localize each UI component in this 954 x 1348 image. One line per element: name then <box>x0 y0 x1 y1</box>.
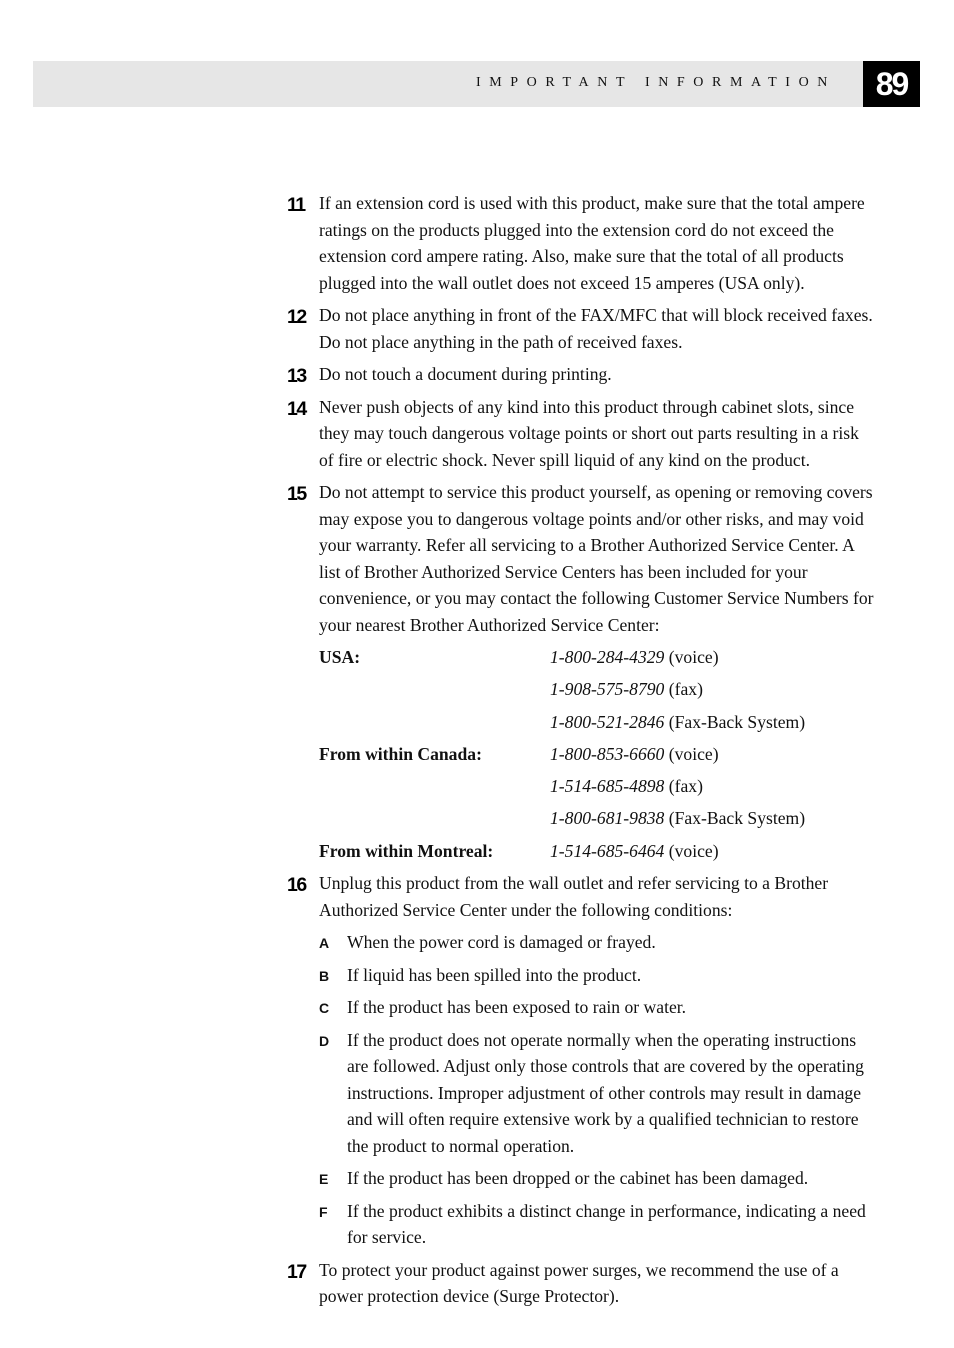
item-text: If an extension cord is used with this product, make sure that the total ampere ratings on the products plugged into the extension cord do not exceed the extension cord ampere rating. Also, make sure that the total of all products plugged into the wall outlet does not exceed 15 amperes (USA only). <box>319 193 865 293</box>
phone-type: (fax) <box>668 776 703 797</box>
instruction-item <box>287 394 877 474</box>
phone-number: 1-514-685-4898 <box>550 776 665 797</box>
condition-letter: A <box>319 935 330 952</box>
section-title: IMPORTANT INFORMATION <box>475 75 836 90</box>
phone-entry <box>550 838 877 865</box>
condition-letter: B <box>319 967 330 984</box>
item-text: Do not place anything in front of the FAX/MFC that will block received faxes. Do not place anything in the path of received faxes. <box>319 305 873 352</box>
item-number: 13 <box>287 365 306 387</box>
phone-number: 1-800-521-2846 <box>550 711 665 732</box>
item-text: Unplug this product from the wall outlet and refer servicing to a Brother Authorized Service Center under the following conditions: <box>319 873 829 920</box>
condition-item <box>287 1165 877 1192</box>
condition-item <box>287 994 877 1021</box>
instruction-item <box>287 302 877 355</box>
item-number: 12 <box>287 306 306 328</box>
item-number: 14 <box>287 397 306 420</box>
item-number: 16 <box>287 874 306 897</box>
condition-letter: E <box>319 1171 329 1188</box>
region-label <box>319 676 550 703</box>
item-text: To protect your product against power surges, we recommend the use of a power protection device (Surge Protector). <box>319 1259 839 1307</box>
phone-type: (voice) <box>668 647 719 667</box>
region-label: USA: <box>319 647 361 667</box>
condition-item <box>287 929 877 956</box>
phone-type: (voice) <box>668 743 719 764</box>
condition-item <box>287 1027 877 1160</box>
phone-number: 1-908-575-8790 <box>550 679 665 700</box>
phone-entry <box>550 773 877 800</box>
phone-entry <box>550 741 877 768</box>
item-text: Do not attempt to service this product yourself, as opening or removing covers may expose you to dangerous voltage points and/or other risks, and may void your warranty. Refer all servicing to a Brother Authorized Service Center. A list of Brother Authorized Service Centers has been included for your convenience, or you may contact the following Customer Service Numbers for your nearest Brother Authorized Service Center: <box>319 482 874 635</box>
item-number: 15 <box>287 483 306 505</box>
condition-letter: C <box>319 1000 330 1017</box>
condition-text: If liquid has been spilled into the product. <box>347 964 642 985</box>
region-label <box>319 805 550 832</box>
item-text: Do not touch a document during printing. <box>319 364 612 384</box>
condition-item <box>287 962 877 989</box>
item-number: 17 <box>287 1260 306 1283</box>
instruction-item <box>287 1257 877 1310</box>
condition-letter: F <box>319 1203 328 1220</box>
phone-entry <box>550 709 877 736</box>
instruction-item <box>287 870 877 923</box>
region-label: From within Montreal: <box>319 840 494 861</box>
region-label: From within Canada: <box>319 743 482 764</box>
page-number: 89 <box>863 61 920 107</box>
region-label <box>319 773 550 800</box>
phone-entry <box>550 676 877 703</box>
item-number: 11 <box>287 194 305 216</box>
phone-type: (Fax-Back System) <box>668 711 806 732</box>
phone-number: 1-800-681-9838 <box>550 808 665 829</box>
condition-text: When the power cord is damaged or frayed. <box>347 932 656 953</box>
condition-text: If the product exhibits a distinct change in performance, indicating a need for service. <box>347 1200 866 1248</box>
condition-item <box>287 1198 877 1251</box>
phone-number: 1-800-284-4329 <box>550 647 665 667</box>
phone-entry <box>550 644 877 671</box>
region-label <box>319 709 550 736</box>
condition-text: If the product does not operate normally when the operating instructions are followed. Adjust only those controls that are covered by the operating instructions. Improper adjustment of other controls may result in damage and will often require extensive work by a qualified technician to restore the product to normal operation. <box>347 1029 864 1156</box>
item-text: Never push objects of any kind into this product through cabinet slots, since they may touch dangerous voltage points or short out parts resulting in a risk of fire or electric shock. Never spill liquid of any kind on the product. <box>319 396 859 470</box>
instruction-item <box>287 479 877 638</box>
condition-text: If the product has been dropped or the cabinet has been damaged. <box>347 1168 809 1189</box>
condition-letter: D <box>319 1032 330 1049</box>
customer-service-numbers <box>319 644 877 864</box>
phone-number: 1-800-853-6660 <box>550 743 665 764</box>
phone-type: (Fax-Back System) <box>668 808 806 829</box>
phone-entry <box>550 805 877 832</box>
safety-instructions <box>287 190 877 1316</box>
condition-text: If the product has been exposed to rain or water. <box>347 997 687 1018</box>
phone-type: (fax) <box>668 679 703 700</box>
phone-type: (voice) <box>668 840 719 861</box>
instruction-item <box>287 190 877 296</box>
phone-number: 1-514-685-6464 <box>550 840 665 861</box>
instruction-item <box>287 361 877 388</box>
